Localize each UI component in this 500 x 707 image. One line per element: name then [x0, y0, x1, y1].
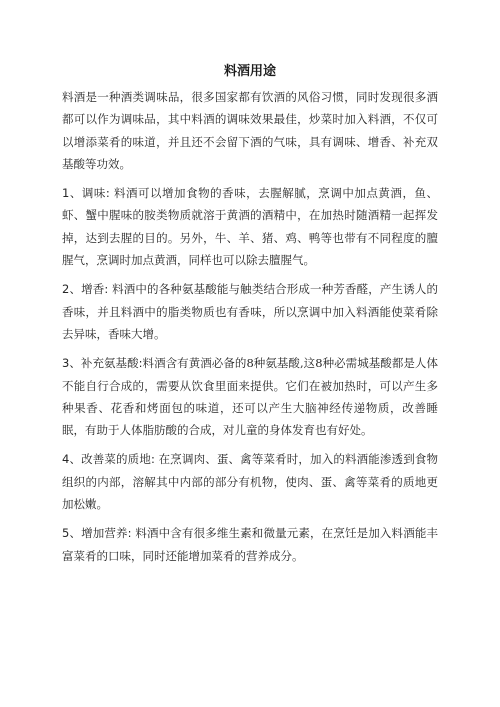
document-title: 料酒用途: [223, 64, 276, 79]
section-body: 料酒可以增加食物的香味，去腥解腻，烹调中加点黄酒，鱼、虾、蟹中腥味的胺类物质就溶于黄酒的酒精中，在加热时随酒精一起挥发掉，达到去腥的目的。另外，牛、羊、猪、鸡、鸭等也带有不同程度的膻腥气，烹调时加点黄酒，同样也可以除去膻腥气。: [62, 186, 438, 268]
section-body: 料酒含有黄酒必备的8种氨基酸,这8种必需城基酸都是人体不能自行合成的，需要从饮食里面来提供。它们在被加热时，可以产生多种果香、花香和烤面包的味道，还可以产生大脑神经传递物质，改善睡眠，有助于人体脂肪酸的合成，对儿童的身体发育也有好处。: [62, 356, 438, 438]
section-body: 料酒中的各种氨基酸能与触类结合形成一种芳香醛，产生诱人的香味，并且料酒中的脂类物质也有香味，所以烹调中加入料酒能使菜肴除去异味，香味大增。: [62, 282, 438, 341]
section-texture: [62, 448, 438, 515]
section-heading: 3、补充氨基酸:: [62, 356, 143, 371]
intro-paragraph: 料酒是一种酒类调味品，很多国家都有饮酒的风俗习惯，同时发现很多酒都可以作为调味品，其中料酒的调味效果最佳，炒菜时加入料酒，不仅可以增添菜肴的味道，并且还不会留下酒的气味，具有调味、增香、补充双基酸等功效。: [62, 90, 438, 171]
section-amino-acids: [62, 352, 438, 441]
document-page: [62, 62, 438, 574]
section-body: 料酒中含有很多维生素和微量元素，在烹饪是加入料酒能丰富菜肴的口味，同时还能增加菜肴的营养成分。: [62, 526, 438, 563]
section-heading: 4、改善菜的质地:: [62, 452, 155, 467]
section-aroma: [62, 278, 438, 345]
section-body: 在烹调肉、蛋、禽等菜肴时，加入的料酒能渗透到食物组织的内部，溶解其中内部的部分有机物，使肉、蛋、禽等菜肴的质地更加松嫩。: [62, 452, 438, 512]
section-seasoning: [62, 182, 438, 271]
section-nutrition: [62, 522, 438, 567]
section-heading: 2、增香:: [62, 282, 109, 297]
section-heading: 5、增加营养:: [62, 526, 132, 541]
section-heading: 1、调味:: [62, 186, 110, 201]
